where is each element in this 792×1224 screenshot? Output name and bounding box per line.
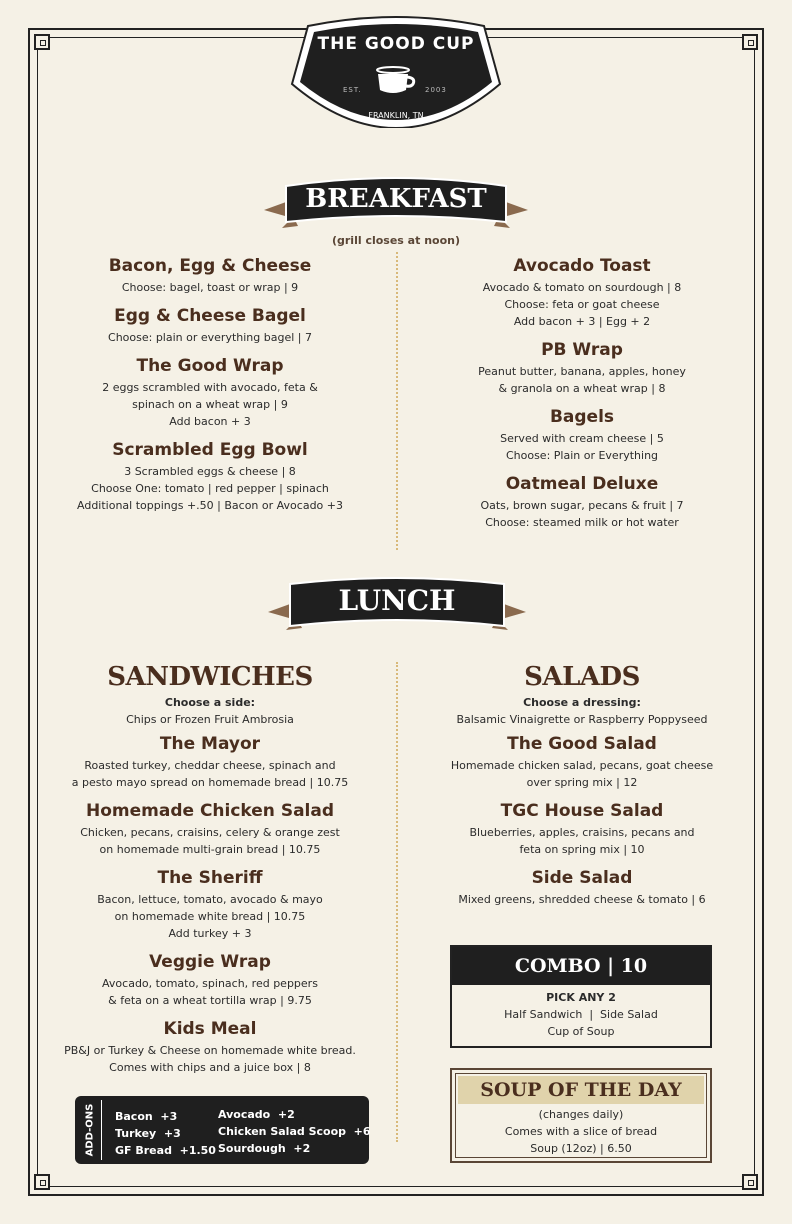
addon-item: Avocado +2 xyxy=(218,1108,295,1121)
logo-city: FRANKLIN, TN xyxy=(368,111,424,120)
menu-item xyxy=(50,439,370,514)
side-label: Choose a side: xyxy=(164,696,256,709)
item-name: Side Salad xyxy=(531,868,633,888)
menu-item xyxy=(50,1018,370,1076)
item-name: Scrambled Egg Bowl xyxy=(112,440,308,460)
addon-item: Turkey +3 xyxy=(115,1127,181,1140)
item-desc: Chicken, pecans, craisins, celery & orange zest on homemade multi-grain bread | 10.75 xyxy=(80,826,340,856)
soup-line: (changes daily) xyxy=(538,1108,624,1121)
addon-item: Chicken Salad Scoop +6 xyxy=(218,1125,371,1138)
addon-item: GF Bread +1.50 xyxy=(115,1144,216,1157)
logo-title: THE GOOD CUP xyxy=(317,34,475,54)
addons-right xyxy=(218,1106,371,1157)
item-desc: Homemade chicken salad, pecans, goat cheese over spring mix | 12 xyxy=(450,759,714,789)
coffee-cup-icon xyxy=(373,66,419,96)
addon-item: Sourdough +2 xyxy=(218,1142,311,1155)
item-name: The Mayor xyxy=(159,734,261,754)
item-desc: Oats, brown sugar, pecans & fruit | 7 Choose: steamed milk or hot water xyxy=(480,499,684,529)
addons-tab xyxy=(79,1100,102,1160)
menu-item xyxy=(50,733,370,791)
menu-item xyxy=(50,355,370,430)
menu-item xyxy=(50,951,370,1009)
item-name: Veggie Wrap xyxy=(149,952,271,972)
breakfast-divider xyxy=(396,252,398,550)
logo-est: EST. xyxy=(343,86,362,94)
addons-left xyxy=(115,1108,216,1159)
addon-item: Bacon +3 xyxy=(115,1110,178,1123)
item-desc: Avocado, tomato, spinach, red peppers & feta on a wheat tortilla wrap | 9.75 xyxy=(102,977,318,1007)
soup-box xyxy=(450,1068,712,1163)
item-name: Egg & Cheese Bagel xyxy=(114,306,306,326)
logo-badge xyxy=(288,12,504,128)
item-desc: 2 eggs scrambled with avocado, feta & spinach on a wheat wrap | 9 Add bacon + 3 xyxy=(102,381,318,428)
menu-item xyxy=(50,305,370,346)
combo-box xyxy=(450,945,712,1048)
corner-ornament xyxy=(34,34,50,50)
item-name: Bagels xyxy=(549,407,615,427)
breakfast-right-column xyxy=(420,255,744,540)
corner-ornament xyxy=(34,1174,50,1190)
corner-ornament xyxy=(742,1174,758,1190)
sandwiches-column xyxy=(50,660,370,1085)
salads-column xyxy=(420,660,744,917)
menu-item xyxy=(420,867,744,908)
breakfast-left-column xyxy=(50,255,370,523)
item-name: TGC House Salad xyxy=(500,801,664,821)
breakfast-banner-title: BREAKFAST xyxy=(305,184,487,214)
item-desc: Avocado & tomato on sourdough | 8 Choose: feta or goat cheese Add bacon + 3 | Egg + 2 xyxy=(482,281,682,328)
item-name: The Sheriff xyxy=(157,868,263,888)
soup-heading: SOUP OF THE DAY xyxy=(458,1076,704,1104)
menu-item xyxy=(420,473,744,531)
item-desc: Mixed greens, shredded cheese & tomato | 6 xyxy=(458,893,706,906)
salads-heading: SALADS xyxy=(524,662,640,692)
item-name: Oatmeal Deluxe xyxy=(505,474,659,494)
item-desc: 3 Scrambled eggs & cheese | 8 Choose One: tomato | red pepper | spinach Additional toppings +.50 | Bacon or Avocado +3 xyxy=(77,465,343,512)
logo-year: 2003 xyxy=(425,86,447,94)
item-desc: PB&J or Turkey & Cheese on homemade white bread. Comes with chips and a juice box | 8 xyxy=(64,1044,356,1074)
item-desc: Peanut butter, banana, apples, honey & granola on a wheat wrap | 8 xyxy=(478,365,686,395)
menu-item xyxy=(50,800,370,858)
lunch-banner xyxy=(266,572,528,648)
lunch-divider xyxy=(396,662,398,1142)
item-desc: Served with cream cheese | 5 Choose: Plain or Everything xyxy=(500,432,664,462)
dressing-options: Balsamic Vinaigrette or Raspberry Poppyseed xyxy=(456,713,708,726)
grill-note: (grill closes at noon) xyxy=(331,234,460,247)
item-name: Bacon, Egg & Cheese xyxy=(108,256,312,276)
item-name: The Good Salad xyxy=(507,734,657,754)
dressing-label: Choose a dressing: xyxy=(523,696,641,709)
sandwiches-heading: SANDWICHES xyxy=(107,662,313,692)
item-desc: Choose: plain or everything bagel | 7 xyxy=(108,331,312,344)
item-name: Homemade Chicken Salad xyxy=(85,801,335,821)
item-desc: Choose: bagel, toast or wrap | 9 xyxy=(121,281,299,294)
addons-box xyxy=(75,1096,369,1164)
menu-item xyxy=(420,406,744,464)
menu-item xyxy=(420,800,744,858)
menu-item xyxy=(420,255,744,330)
item-desc: Bacon, lettuce, tomato, avocado & mayo on homemade white bread | 10.75 Add turkey + 3 xyxy=(97,893,323,940)
menu-item xyxy=(420,733,744,791)
addons-label: ADD-ONS xyxy=(84,1103,96,1157)
combo-heading: COMBO | 10 xyxy=(452,947,710,985)
combo-line: Cup of Soup xyxy=(547,1025,615,1038)
item-name: The Good Wrap xyxy=(136,356,284,376)
side-options: Chips or Frozen Fruit Ambrosia xyxy=(126,713,294,726)
combo-line: Half Sandwich | Side Salad xyxy=(504,1008,658,1021)
menu-item xyxy=(50,867,370,942)
soup-line: Soup (12oz) | 6.50 xyxy=(530,1142,632,1155)
item-name: Avocado Toast xyxy=(513,256,651,276)
item-name: Kids Meal xyxy=(163,1019,257,1039)
item-name: PB Wrap xyxy=(541,340,623,360)
lunch-banner-title: LUNCH xyxy=(338,584,456,617)
menu-item xyxy=(50,255,370,296)
corner-ornament xyxy=(742,34,758,50)
item-desc: Roasted turkey, cheddar cheese, spinach and a pesto mayo spread on homemade bread | 10.75 xyxy=(71,759,349,789)
menu-item xyxy=(420,339,744,397)
soup-line: Comes with a slice of bread xyxy=(504,1125,658,1138)
combo-pick: PICK ANY 2 xyxy=(546,991,616,1004)
item-desc: Blueberries, apples, craisins, pecans and feta on spring mix | 10 xyxy=(469,826,695,856)
